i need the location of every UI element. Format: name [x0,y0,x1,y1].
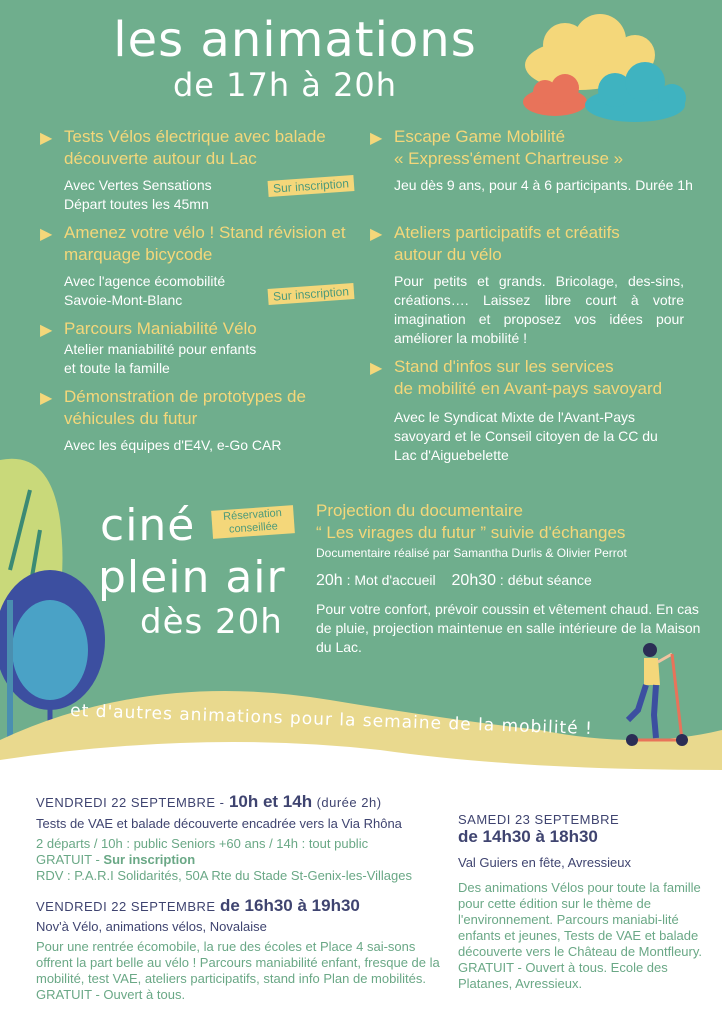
clouds-illustration [510,10,720,130]
item-title: Escape Game Mobilité [394,127,566,146]
item-title: Parcours Maniabilité Vélo [64,319,257,338]
event-title: Nov'à Vélo, animations vélos, Novalaise [36,919,267,934]
time-1-label: : Mot d'accueil [346,572,436,588]
event-time: de 16h30 à 19h30 [220,896,360,915]
status-badge: Sur inscription [268,283,355,305]
item-title: Amenez votre vélo ! Stand révision et marquage bicycode [64,223,346,264]
left-item-2 [40,222,360,310]
arrow-icon: ▶ [370,360,383,377]
item-body: Avec les équipes d'E4V, e-Go CAR [64,437,282,453]
projection-credit: Documentaire réalisé par Samantha Durlis & Olivier Perrot [316,546,627,560]
cine-title-line3: dès 20h [140,602,283,642]
arrow-icon: ▶ [40,390,53,407]
event-body: Pour une rentrée écomobile, la rue des écoles et Place 4 sai-sons offrent la part belle au vélo ! Parcours maniabilité enfant, fresque de la mobilité, test VAE, ateliers participatifs, stand info Plan de mobilités. GRATUIT - Ouvert à tous. [36,939,440,1002]
page-title: les animations [113,12,477,68]
event-extra: (durée 2h) [316,795,382,810]
event-day: VENDREDI 22 SEPTEMBRE - [36,795,225,810]
event-title: Tests de VAE et balade découverte encadrée vers la Via Rhôna [36,816,402,831]
event-2 [36,896,446,1003]
left-item-3 [40,318,360,378]
time-2-label: : début séance [499,572,592,588]
item-title: autour du vélo [394,245,502,264]
time-2: 20h30 [451,572,497,589]
event-free: GRATUIT - [36,852,100,867]
event-3 [458,812,708,992]
status-badge: Sur inscription [268,175,355,197]
event-day: SAMEDI 23 SEPTEMBRE [458,812,620,827]
item-body: Atelier maniabilité pour enfants [64,341,257,357]
arrow-icon: ▶ [40,322,53,339]
item-title: Tests Vélos électrique avec balade découverte autour du Lac [64,127,326,168]
event-registration: Sur inscription [103,852,196,867]
event-title: Val Guiers en fête, Avressieux [458,855,631,870]
item-body: Départ toutes les 45mn [64,196,209,212]
event-location: RDV : P.A.R.I Solidarités, 50A Rte du Stade St-Genix-les-Villages [36,868,412,883]
item-body: Avec Vertes Sensations [64,177,212,193]
event-day: VENDREDI 22 SEPTEMBRE [36,899,216,914]
banner-text: et d'autres animations pour la semaine de la mobilité ! [69,700,594,740]
event-time: 10h et 14h [228,792,313,811]
projection-title: Projection du documentaire [316,501,523,520]
item-title: Démonstration de prototypes de véhicules du futur [64,387,306,428]
arrow-icon: ▶ [40,130,53,147]
page-subtitle: de 17h à 20h [172,66,398,104]
item-body: Jeu dès 9 ans, pour 4 à 6 participants. Durée 1h [394,177,693,193]
time-1: 20h [316,572,343,589]
right-item-1 [370,126,700,195]
projection-note: Pour votre confort, prévoir coussin et vêtement chaud. En cas de pluie, projection maintenue en salle intérieure de la Maison du Lac. [316,601,701,655]
cine-title-line2: plein air [98,552,286,603]
item-title: de mobilité en Avant-pays savoyard [394,379,663,398]
item-title: Ateliers participatifs et créatifs [394,223,620,242]
event-line: 2 départs / 10h : public Seniors +60 ans / 14h : tout public [36,836,369,851]
item-body: Savoie-Mont-Blanc [64,292,183,308]
event-body: Des animations Vélos pour toute la famille pour cette édition sur le thème de l'environnement. Parcours maniabi-lité enfants et jeunes, Tests de VAE et balade découverte vers le Château de Montfleury. GRATUIT - Ouvert à tous. Ecole des Platanes, Avressieux. [458,880,703,991]
arrow-icon: ▶ [370,130,383,147]
left-item-4 [40,386,340,455]
item-title: Stand d'infos sur les services [394,357,614,376]
right-item-3 [370,356,700,465]
item-body: Avec le Syndicat Mixte de l'Avant-Pays savoyard et le Conseil citoyen de la CC du Lac d'Aiguebelette [394,409,658,463]
arrow-icon: ▶ [40,226,53,243]
scooter-rider-illustration [610,640,700,750]
item-title: « Express'ément Chartreuse » [394,149,624,168]
cine-title-line1: ciné [100,500,196,551]
event-time: de 14h30 à 18h30 [458,827,598,846]
item-body: Pour petits et grands. Bricolage, des-sins, créations…. Laissez libre court à votre imagination et proposez vos idées pour améliorer la mobilité ! [394,273,684,346]
arrow-icon: ▶ [370,226,383,243]
projection-block [316,500,716,657]
reservation-badge: Réservation conseillée [211,505,295,539]
left-item-1 [40,126,360,214]
item-body: et toute la famille [64,360,170,376]
event-1 [36,792,456,884]
item-body: Avec l'agence écomobilité [64,273,226,289]
projection-film: “ Les virages du futur ” suivie d'échanges [316,523,626,542]
right-item-2 [370,222,700,348]
